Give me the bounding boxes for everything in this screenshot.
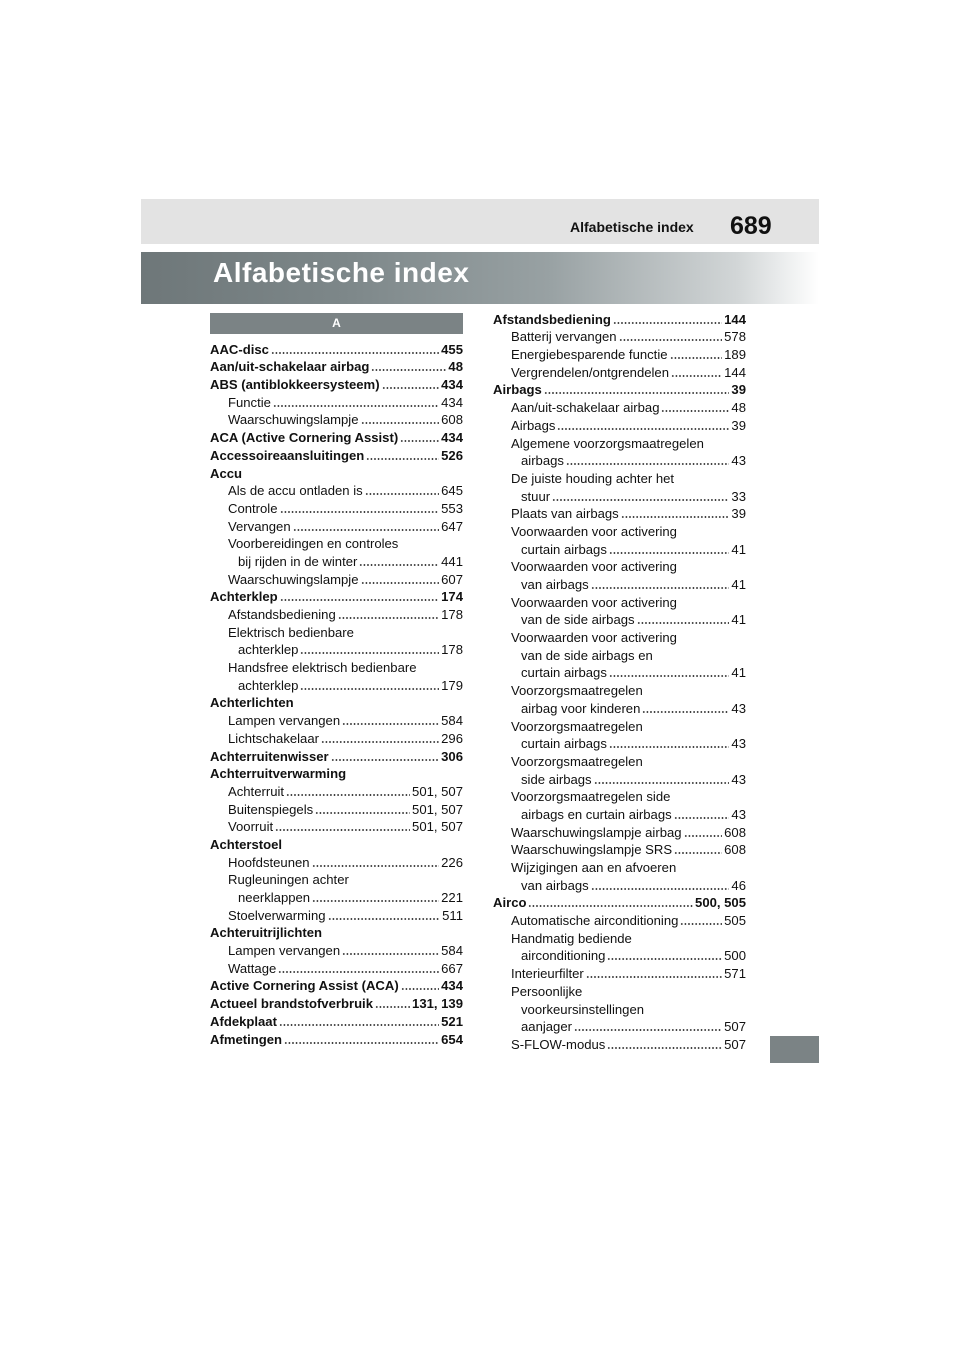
dot-leader: [642, 711, 729, 713]
index-entry-page: 41: [731, 577, 746, 592]
dot-leader: [591, 587, 730, 589]
index-entry-page: 144: [724, 311, 746, 327]
index-entry-term: Lichtschakelaar: [228, 730, 319, 746]
index-entry-page: 179: [441, 677, 463, 693]
index-entry-page: 131, 139: [412, 996, 463, 1012]
index-entry-list: [210, 339, 463, 1047]
index-entry-term: van airbags: [521, 877, 589, 893]
index-entry-page: 455: [441, 341, 463, 357]
index-entry-term: Airco: [493, 895, 527, 911]
index-entry: [210, 834, 463, 852]
index-entry-page: 608: [441, 412, 463, 428]
index-entry: [493, 627, 746, 645]
index-entry: [210, 392, 463, 410]
index-entry: [210, 587, 463, 605]
index-entry-page: 39: [731, 382, 746, 398]
index-entry-page: 434: [441, 394, 463, 410]
index-entry-page: 507: [724, 1019, 746, 1035]
index-entry-term: Achterruitenwisser: [210, 748, 329, 764]
index-entry-page: 553: [441, 500, 463, 516]
dot-leader: [609, 746, 730, 748]
index-entry-page: 654: [441, 1031, 463, 1047]
index-entry-page: 501, 507: [412, 801, 463, 817]
index-entry: [210, 940, 463, 958]
running-header-title: Alfabetische index: [570, 219, 694, 235]
index-entry-term: Energiebesparende functie: [511, 347, 668, 363]
dot-leader: [671, 375, 722, 377]
dot-leader: [280, 511, 440, 513]
dot-leader: [275, 829, 410, 831]
index-entry-page: 571: [724, 966, 746, 982]
index-entry-page: 226: [441, 854, 463, 870]
index-entry: [493, 504, 746, 522]
dot-leader: [591, 888, 730, 890]
dot-leader: [586, 976, 722, 978]
index-entry-term: Vergrendelen/ontgrendelen: [511, 364, 669, 380]
index-entry-page: 189: [724, 347, 746, 363]
dot-leader: [670, 357, 723, 359]
dot-leader: [661, 410, 729, 412]
index-entry-term: Buitenspiegels: [228, 801, 314, 817]
index-entry-term: Voorzorgsmaatregelen side: [511, 789, 671, 805]
index-entry-term: Persoonlijke: [511, 983, 583, 999]
index-entry-term: Voorwaarden voor activering: [511, 630, 677, 646]
index-entry: [493, 327, 746, 345]
index-entry: [493, 999, 746, 1017]
index-entry-term: Als de accu ontladen is: [228, 483, 363, 499]
index-entry: [210, 993, 463, 1011]
index-entry: [493, 415, 746, 433]
index-entry: [210, 817, 463, 835]
dot-leader: [328, 918, 441, 920]
dot-leader: [544, 392, 730, 394]
index-entry-term: Wijzigingen aan en afvoeren: [511, 860, 677, 875]
dot-leader: [361, 582, 440, 584]
dot-leader: [273, 405, 439, 407]
dot-leader: [361, 422, 440, 424]
dot-leader: [637, 622, 730, 624]
index-entry-term: Handsfree elektrisch bedienbare: [228, 660, 417, 676]
index-entry: [493, 769, 746, 787]
index-entry-term: ACA (Active Cornering Assist): [210, 430, 399, 446]
index-entry-page: 507: [724, 1036, 746, 1052]
index-entry-term: Airbags: [493, 382, 542, 398]
index-entry-term: Voorwaarden voor activering: [511, 594, 677, 610]
index-entry-term: AAC-disc: [210, 341, 269, 357]
index-entry-term: Afdekplaat: [210, 1013, 277, 1029]
index-entry: [210, 764, 463, 782]
index-entry: [210, 445, 463, 463]
dot-leader: [280, 599, 439, 601]
dot-leader: [674, 852, 722, 854]
dot-leader: [607, 1047, 722, 1049]
index-entry-page: 178: [441, 607, 463, 622]
dot-leader: [293, 529, 440, 531]
index-entry-page: 174: [441, 589, 463, 605]
index-entry-term: Waarschuwingslampje: [228, 571, 359, 587]
index-entry-term: Waarschuwingslampje airbag: [511, 824, 682, 840]
dot-leader: [619, 339, 723, 341]
index-entry: [210, 905, 463, 923]
dot-leader: [300, 652, 439, 654]
index-entry-term: Afstandsbediening: [228, 607, 336, 622]
index-entry: [210, 710, 463, 728]
index-entry-term: Achteruitrijlichten: [210, 925, 323, 941]
index-entry-term: aanjager: [521, 1019, 572, 1035]
index-entry-term: Voorzorgsmaatregelen: [511, 683, 643, 699]
index-entry-term: Batterij vervangen: [511, 329, 617, 345]
index-entry-page: 296: [441, 730, 463, 746]
index-entry-page: 33: [731, 488, 746, 504]
index-entry-page: 584: [441, 943, 463, 959]
dot-leader: [609, 675, 730, 677]
index-entry-term: airconditioning: [521, 948, 606, 964]
index-entry-term: airbag voor kinderen: [521, 700, 641, 716]
index-entry: [210, 976, 463, 994]
index-entry-page: 41: [731, 665, 746, 681]
index-entry: [493, 592, 746, 610]
index-entry-term: van airbags: [521, 577, 589, 592]
index-entry: [493, 610, 746, 628]
index-entry-page: 441: [441, 553, 463, 569]
index-entry: [493, 397, 746, 415]
index-entry-term: van de side airbags en: [521, 647, 653, 663]
index-entry: [210, 427, 463, 445]
index-entry: [493, 433, 746, 451]
index-entry-term: achterklep: [238, 642, 299, 658]
index-entry-term: Handmatig bediende: [511, 930, 632, 946]
dot-leader: [366, 458, 439, 460]
index-entry: [210, 746, 463, 764]
index-entry: [210, 799, 463, 817]
index-entry-term: Actueel brandstofverbruik: [210, 996, 373, 1012]
index-entry-term: Automatische airconditioning: [511, 913, 679, 929]
index-entry: [210, 958, 463, 976]
index-entry-term: Vervangen: [228, 518, 291, 534]
index-entry-page: 500, 505: [695, 895, 746, 911]
section-thumb-tab: [770, 1036, 819, 1063]
index-entry-page: 608: [724, 842, 746, 858]
index-entry-page: 434: [441, 430, 463, 446]
index-entry: [493, 822, 746, 840]
index-entry-term: Airbags: [511, 417, 556, 433]
index-entry-term: Hoofdsteunen: [228, 854, 310, 870]
index-column-right: [493, 309, 746, 1052]
dot-leader: [315, 812, 410, 814]
index-entry-page: 43: [731, 700, 746, 716]
index-entry: [210, 693, 463, 711]
index-entry: [210, 923, 463, 941]
index-entry-page: 578: [724, 329, 746, 345]
index-entry: [210, 622, 463, 640]
dot-leader: [528, 905, 693, 907]
index-entry: [210, 534, 463, 552]
index-entry: [493, 557, 746, 575]
dot-leader: [375, 1006, 410, 1008]
index-entry-page: 306: [441, 748, 463, 764]
index-entry-page: 144: [724, 364, 746, 380]
index-entry-page: 39: [731, 506, 746, 522]
dot-leader: [552, 499, 729, 501]
index-entry: [493, 680, 746, 698]
dot-leader: [557, 428, 729, 430]
dot-leader: [566, 463, 729, 465]
page-number: 689: [730, 212, 772, 240]
dot-leader: [331, 759, 440, 761]
index-entry-term: Waarschuwingslampje: [228, 412, 359, 428]
index-entry-term: curtain airbags: [521, 665, 607, 681]
index-entry: [493, 663, 746, 681]
index-entry-term: bij rijden in de winter: [238, 553, 358, 569]
index-entry-term: curtain airbags: [521, 736, 607, 752]
index-entry-page: 43: [731, 806, 746, 822]
index-entry-term: Voorzorgsmaatregelen: [511, 718, 643, 734]
index-entry-term: Aan/uit-schakelaar airbag: [511, 400, 660, 416]
index-entry-page: 608: [724, 824, 746, 840]
index-entry-term: Lampen vervangen: [228, 943, 341, 959]
index-entry: [493, 857, 746, 875]
index-entry-page: 221: [441, 890, 463, 905]
index-entry-term: Lampen vervangen: [228, 713, 341, 729]
index-entry: [210, 1029, 463, 1047]
index-entry-term: Aan/uit-schakelaar airbag: [210, 359, 370, 375]
dot-leader: [365, 493, 439, 495]
index-entry: [493, 787, 746, 805]
dot-leader: [684, 835, 723, 837]
index-entry: [493, 468, 746, 486]
dot-leader: [680, 923, 722, 925]
index-entry-term: Controle: [228, 500, 278, 516]
index-entry: [493, 910, 746, 928]
index-entry-term: De juiste houding achter het: [511, 470, 675, 486]
index-entry-page: 511: [442, 907, 463, 923]
index-entry-term: voorkeursinstellingen: [521, 1001, 645, 1017]
index-entry-page: 43: [731, 453, 746, 469]
index-entry-term: Achterstoel: [210, 836, 283, 852]
dot-leader: [674, 817, 730, 819]
index-entry-page: 48: [448, 359, 463, 375]
index-entry-page: 521: [441, 1013, 463, 1029]
index-entry-term: Voorwaarden voor activering: [511, 559, 677, 575]
index-entry: [210, 357, 463, 375]
index-entry: [210, 374, 463, 392]
dot-leader: [342, 953, 439, 955]
index-entry-page: 46: [731, 877, 746, 893]
index-entry: [493, 1017, 746, 1035]
index-entry-term: Elektrisch bedienbare: [228, 624, 354, 640]
index-entry: [210, 675, 463, 693]
index-entry: [210, 463, 463, 481]
index-entry: [210, 516, 463, 534]
index-entry-term: Achterlichten: [210, 695, 294, 711]
dot-leader: [271, 352, 439, 354]
index-entry-term: Voorbereidingen en controles: [228, 536, 399, 552]
index-entry-term: Voorruit: [228, 819, 274, 835]
index-entry: [210, 781, 463, 799]
dot-leader: [279, 1024, 439, 1026]
index-entry: [210, 852, 463, 870]
dot-leader: [621, 516, 730, 518]
index-entry: [493, 734, 746, 752]
index-entry-term: neerklappen: [238, 890, 311, 905]
index-entry: [210, 887, 463, 905]
index-entry: [493, 716, 746, 734]
index-entry-term: S-FLOW-modus: [511, 1036, 606, 1052]
index-entry-term: Functie: [228, 394, 271, 410]
index-entry-term: Achterruit: [228, 783, 285, 799]
index-entry-page: 584: [441, 713, 463, 729]
index-entry: [210, 640, 463, 658]
dot-leader: [400, 440, 439, 442]
index-entry: [493, 344, 746, 362]
index-entry-term: curtain airbags: [521, 541, 607, 557]
index-entry: [210, 569, 463, 587]
dot-leader: [574, 1029, 722, 1031]
index-entry-term: Interieurfilter: [511, 966, 584, 982]
dot-leader: [284, 1042, 439, 1044]
index-entry: [210, 481, 463, 499]
index-entry-term: Active Cornering Assist (ACA): [210, 978, 399, 994]
index-entry-page: 39: [731, 417, 746, 433]
index-entry-term: Accessoireaansluitingen: [210, 447, 365, 463]
index-entry: [493, 751, 746, 769]
index-entry-page: 41: [731, 541, 746, 557]
index-entry: [210, 604, 463, 622]
index-entry: [210, 728, 463, 746]
index-entry-term: Wattage: [228, 960, 277, 976]
index-entry-term: Stoelverwarming: [228, 907, 326, 923]
dot-leader: [286, 794, 410, 796]
index-entry: [493, 451, 746, 469]
index-entry-page: 43: [731, 736, 746, 752]
index-entry-term: Voorwaarden voor activering: [511, 523, 677, 539]
index-entry-page: 434: [441, 377, 463, 393]
dot-leader: [371, 369, 446, 371]
index-entry: [210, 870, 463, 888]
page-title: Alfabetische index: [213, 257, 470, 288]
index-entry-page: 645: [441, 483, 463, 499]
dot-leader: [607, 958, 722, 960]
dot-leader: [613, 322, 722, 324]
index-entry: [493, 486, 746, 504]
index-entry-page: 43: [731, 771, 746, 787]
index-entry-term: Achterruitverwarming: [210, 766, 347, 782]
index-entry-page: 505: [724, 913, 746, 929]
letter-heading: A: [210, 313, 463, 334]
index-entry: [493, 875, 746, 893]
index-entry: [493, 539, 746, 557]
dot-leader: [338, 617, 439, 619]
index-entry: [210, 551, 463, 569]
index-entry-page: 500: [724, 948, 746, 964]
dot-leader: [312, 865, 440, 867]
index-entry: [210, 339, 463, 357]
index-entry: [493, 804, 746, 822]
index-entry: [210, 410, 463, 428]
index-entry-term: Accu: [210, 465, 243, 481]
index-column-left: [210, 313, 463, 1047]
index-entry: [493, 645, 746, 663]
index-entry-page: 434: [441, 978, 463, 994]
index-entry: [493, 521, 746, 539]
index-entry-page: 647: [441, 518, 463, 534]
dot-leader: [401, 988, 439, 990]
index-entry-term: side airbags: [521, 771, 592, 787]
index-entry-list: [493, 309, 746, 1052]
index-entry: [493, 928, 746, 946]
index-entry-page: 41: [731, 612, 746, 628]
index-entry: [493, 380, 746, 398]
index-entry-term: Achterklep: [210, 589, 278, 605]
index-entry: [210, 657, 463, 675]
index-entry: [210, 498, 463, 516]
index-entry-term: Voorzorgsmaatregelen: [511, 753, 643, 769]
dot-leader: [382, 387, 440, 389]
index-entry: [493, 362, 746, 380]
dot-leader: [594, 782, 730, 784]
index-entry-term: Waarschuwingslampje SRS: [511, 842, 673, 858]
index-entry-page: 178: [441, 642, 463, 658]
index-entry-page: 526: [441, 447, 463, 463]
index-entry: [210, 1011, 463, 1029]
index-entry-page: 607: [441, 571, 463, 587]
index-entry-term: Plaats van airbags: [511, 506, 619, 522]
index-entry: [493, 946, 746, 964]
index-entry: [493, 574, 746, 592]
running-header-band: [141, 199, 819, 244]
index-entry-term: airbags en curtain airbags: [521, 806, 672, 822]
index-entry-page: 667: [441, 960, 463, 976]
index-entry: [493, 963, 746, 981]
dot-leader: [312, 900, 439, 902]
dot-leader: [359, 564, 439, 566]
index-entry-term: Afmetingen: [210, 1031, 283, 1047]
index-entry: [493, 981, 746, 999]
dot-leader: [609, 552, 730, 554]
index-entry-page: 48: [731, 400, 746, 416]
index-entry-page: 501, 507: [412, 819, 463, 835]
index-entry: [493, 309, 746, 327]
index-entry-term: stuur: [521, 488, 551, 504]
index-entry-term: Rugleuningen achter: [228, 872, 349, 888]
index-entry-term: Algemene voorzorgsmaatregelen: [511, 435, 704, 451]
dot-leader: [342, 723, 439, 725]
index-entry: [493, 1034, 746, 1052]
index-entry-term: Afstandsbediening: [493, 311, 611, 327]
index-entry-term: airbags: [521, 453, 564, 469]
index-entry-term: van de side airbags: [521, 612, 635, 628]
index-entry-page: 501, 507: [412, 783, 463, 799]
index-entry: [493, 698, 746, 716]
dot-leader: [300, 688, 439, 690]
index-entry: [493, 893, 746, 911]
index-entry-term: achterklep: [238, 677, 299, 693]
index-entry: [493, 840, 746, 858]
dot-leader: [321, 741, 439, 743]
index-entry-term: ABS (antiblokkeersysteem): [210, 377, 380, 393]
dot-leader: [278, 971, 439, 973]
